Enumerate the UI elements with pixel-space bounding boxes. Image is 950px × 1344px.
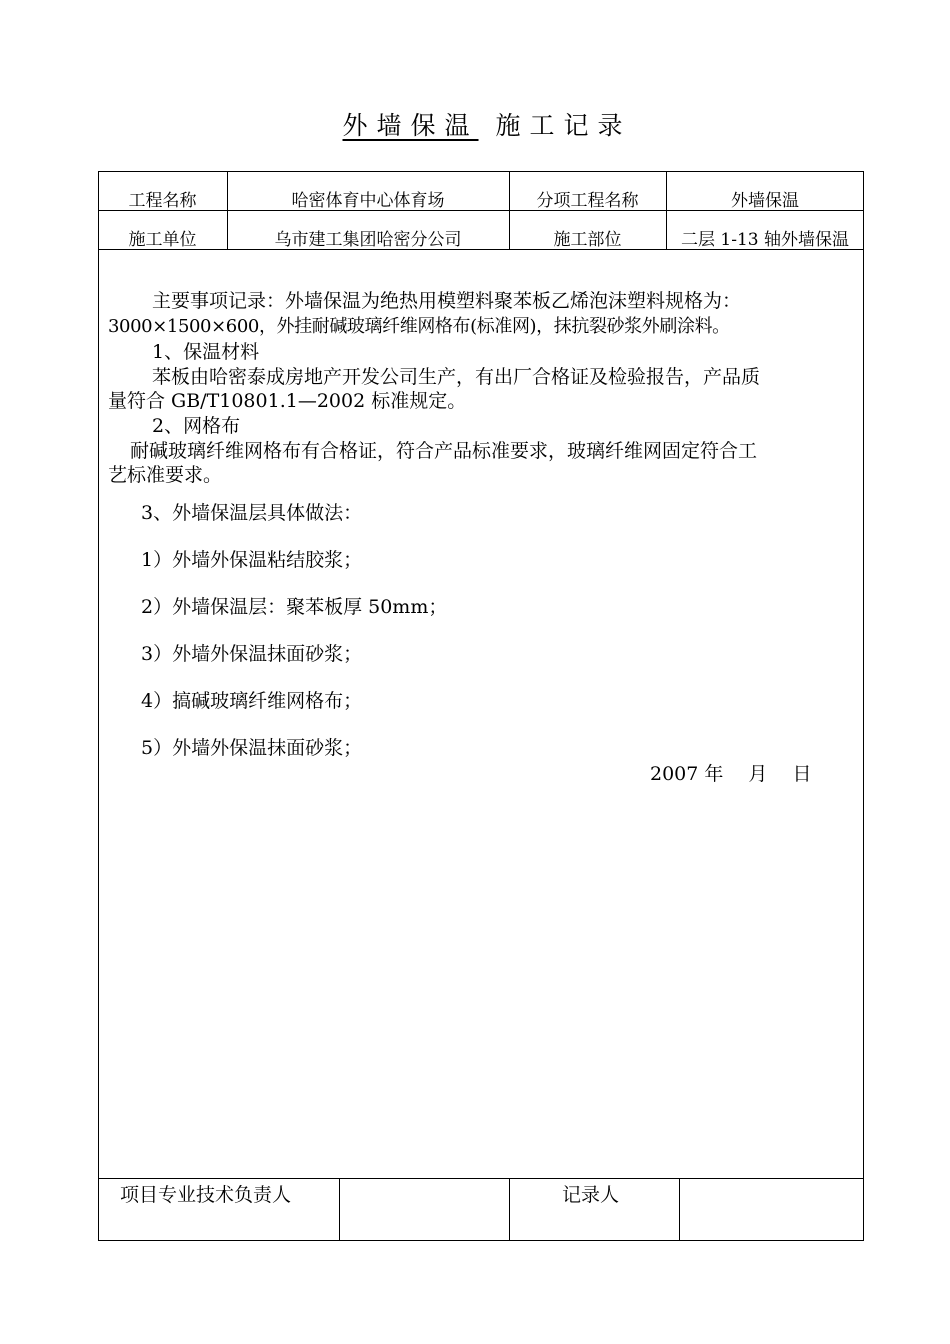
section-1-heading: 1、保温材料 (152, 341, 260, 363)
section-3-heading: 3、外墙保温层具体做法： (141, 502, 363, 524)
footer-col-divider-2 (509, 1178, 510, 1241)
step-1: 1）外墙外保温粘结胶浆； (141, 549, 363, 571)
title-part-2: 施工记录 (495, 111, 632, 140)
recorder-label: 记录人 (562, 1184, 620, 1206)
footer-divider (98, 1178, 864, 1179)
page-title (0, 106, 950, 142)
record-date: 2007 年 月 日 (650, 763, 812, 785)
sub-project-value: 外墙保温 (731, 191, 799, 211)
construction-unit-label: 施工单位 (128, 230, 197, 250)
sub-project-label: 分项工程名称 (536, 191, 639, 211)
construction-location-label: 施工部位 (553, 230, 622, 250)
section-2-line-1: 耐碱玻璃纤维网格布有合格证，符合产品标准要求，玻璃纤维网固定符合工 (130, 440, 758, 462)
step-4: 4）搞碱玻璃纤维网格布； (141, 690, 363, 712)
section-2-line-2: 艺标准要求。 (108, 464, 223, 486)
section-1-line-1: 苯板由哈密泰成房地产开发公司生产，有出厂合格证及检验报告，产品质 (152, 366, 761, 388)
step-3: 3）外墙外保温抹面砂浆； (141, 643, 363, 665)
footer-col-divider-1 (339, 1178, 340, 1241)
section-1-line-2: 量符合 GB/T10801.1—2002 标准规定。 (108, 390, 467, 412)
construction-location-value: 二层 1-13 轴外墙保温 (681, 230, 849, 250)
construction-unit-value: 乌市建工集团哈密分公司 (274, 230, 462, 250)
project-name-value: 哈密体育中心体育场 (291, 191, 445, 211)
project-name-label: 工程名称 (128, 191, 197, 211)
section-2-heading: 2、网格布 (152, 415, 241, 437)
intro-line-1: 主要事项记录：外墙保温为绝热用模塑料聚苯板乙烯泡沫塑料规格为： (152, 290, 742, 312)
footer-col-divider-3 (679, 1178, 680, 1241)
title-part-1: 外墙保温 (342, 111, 479, 140)
step-2: 2）外墙保温层：聚苯板厚 50mm； (141, 596, 448, 618)
intro-line-2: 3000×1500×600，外挂耐碱玻璃纤维网格布(标准网)，抹抗裂砂浆外刷涂料。 (108, 316, 730, 337)
tech-lead-label: 项目专业技术负责人 (120, 1184, 292, 1206)
step-5: 5）外墙外保温抹面砂浆； (141, 737, 363, 759)
